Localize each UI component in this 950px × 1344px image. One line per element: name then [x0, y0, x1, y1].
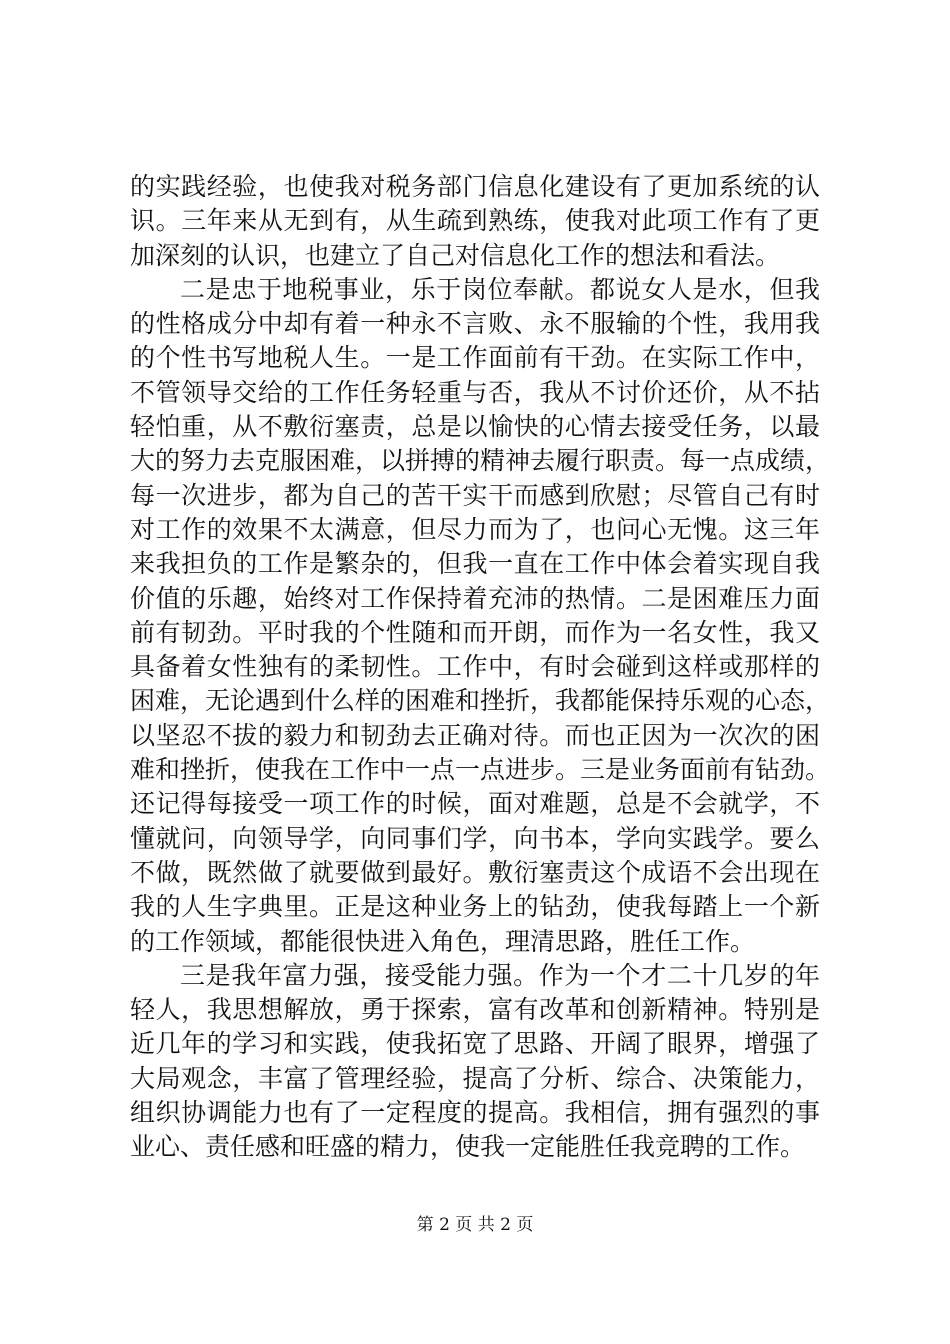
paragraph-start-line: 三是我年富力强，接受能力强。作为一个才二十几岁的年 [180, 960, 820, 990]
text-line: 我的人生字典里。正是这种业务上的钻劲，使我每踏上一个新 [130, 892, 820, 922]
text-line: 的个性书写地税人生。一是工作面前有干劲。在实际工作中， [130, 343, 820, 373]
text-line: 具备着女性独有的柔韧性。工作中，有时会碰到这样或那样的 [130, 652, 820, 682]
text-line: 的工作领域，都能很快进入角色，理清思路，胜任工作。 [130, 926, 756, 956]
text-line: 组织协调能力也有了一定程度的提高。我相信，拥有强烈的事 [130, 1098, 820, 1128]
text-line: 前有韧劲。平时我的个性随和而开朗，而作为一名女性，我又 [130, 617, 820, 647]
text-line: 难和挫折，使我在工作中一点一点进步。三是业务面前有钻劲。 [130, 755, 831, 785]
text-line: 以坚忍不拔的毅力和韧劲去正确对待。而也正因为一次次的困 [130, 720, 820, 750]
text-line: 大的努力去克服困难，以拼搏的精神去履行职责。每一点成绩， [130, 446, 831, 476]
text-line: 不管领导交给的工作任务轻重与否，我从不讨价还价，从不拈 [130, 377, 820, 407]
page-footer [0, 1213, 950, 1237]
body-text [130, 170, 831, 1165]
text-line: 懂就问，向领导学，向同事们学，向书本，学向实践学。要么 [130, 823, 820, 853]
text-line: 每一次进步，都为自己的苦干实干而感到欣慰；尽管自己有时 [130, 480, 820, 510]
text-line: 困难，无论遇到什么样的困难和挫折，我都能保持乐观的心态， [130, 686, 831, 716]
text-line: 不做，既然做了就要做到最好。敷衍塞责这个成语不会出现在 [130, 857, 820, 887]
text-line: 还记得每接受一项工作的时候，面对难题，总是不会就学，不 [130, 789, 820, 819]
page-number-label: 第 2 页 共 2 页 [416, 1215, 534, 1235]
text-line: 业心、责任感和旺盛的精力，使我一定能胜任我竞聘的工作。 [130, 1132, 806, 1162]
text-line: 的实践经验，也使我对税务部门信息化建设有了更加系统的认 [130, 172, 820, 201]
text-line: 加深刻的认识，也建立了自己对信息化工作的想法和看法。 [130, 240, 781, 270]
text-line: 来我担负的工作是繁杂的，但我一直在工作中体会着实现自我 [130, 549, 820, 579]
paragraph-start-line: 二是忠于地税事业，乐于岗位奉献。都说女人是水，但我 [180, 274, 820, 304]
text-line: 对工作的效果不太满意，但尽力而为了，也问心无愧。这三年 [130, 514, 820, 544]
text-line: 轻人，我思想解放，勇于探索，富有改革和创新精神。特别是 [130, 995, 820, 1025]
text-line: 的性格成分中却有着一种永不言败、永不服输的个性，我用我 [130, 309, 820, 339]
text-line: 识。三年来从无到有，从生疏到熟练，使我对此项工作有了更 [130, 206, 820, 236]
text-line: 价值的乐趣，始终对工作保持着充沛的热情。二是困难压力面 [130, 583, 820, 613]
text-line: 轻怕重，从不敷衍塞责，总是以愉快的心情去接受任务，以最 [130, 412, 820, 442]
text-line: 大局观念，丰富了管理经验，提高了分析、综合、决策能力， [130, 1063, 820, 1093]
text-line: 近几年的学习和实践，使我拓宽了思路、开阔了眼界，增强了 [130, 1029, 820, 1059]
